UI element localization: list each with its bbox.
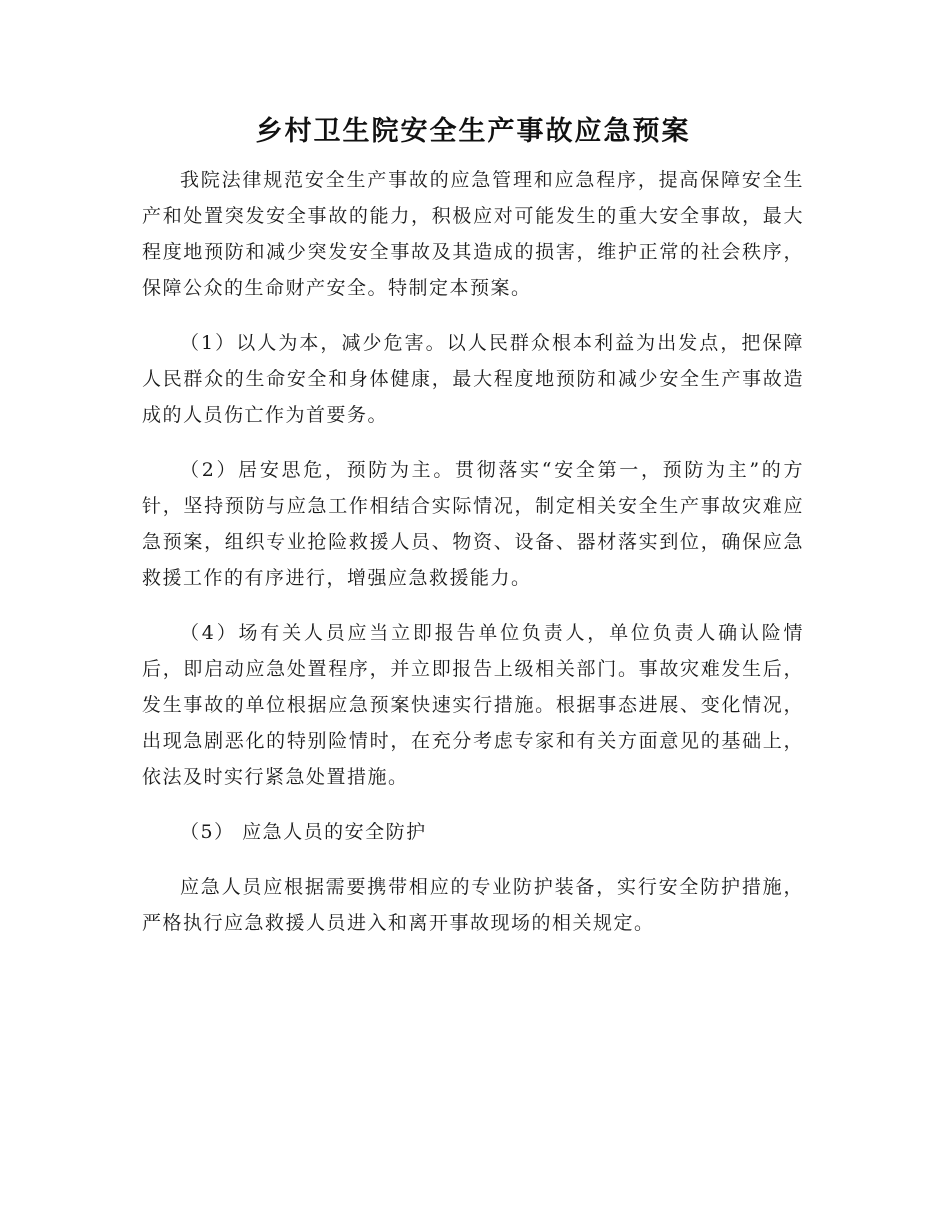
section-5-heading: （5） 应急人员的安全防护	[180, 821, 427, 843]
principle-4-paragraph: （4）场有关人员应当立即报告单位负责人，单位负责人确认险情后，即启动应急处置程序，并立即报告上级相关部门。事故灾难发生后，发生事故的单位根据应急预案快速实行措施。根据事态进展、变化情况，出现急剧恶化的特别险情时，在充分考虑专家和有关方面意见的基础上，依法及时实行紧急处置措施。	[142, 622, 804, 788]
principle-1-paragraph: （1）以人为本，减少危害。以人民群众根本利益为出发点，把保障人民群众的生命安全和身体健康，最大程度地预防和减少安全生产事故造成的人员伤亡作为首要务。	[142, 332, 804, 426]
document-body	[142, 112, 804, 960]
intro-paragraph: 我院法律规范安全生产事故的应急管理和应急程序，提高保障安全生产和处置突发安全事故的能力，积极应对可能发生的重大安全事故，最大程度地预防和减少突发安全事故及其造成的损害，维护正常的社会秩序，保障公众的生命财产安全。特制定本预案。	[142, 169, 804, 299]
protection-paragraph: 应急人员应根据需要携带相应的专业防护装备，实行安全防护措施，严格执行应急救援人员进入和离开事故现场的相关规定。	[142, 876, 804, 934]
principle-2-paragraph: （2）居安思危，预防为主。贯彻落实“安全第一，预防为主”的方针，坚持预防与应急工作相结合实际情况，制定相关安全生产事故灾难应急预案，组织专业抢险救援人员、物资、设备、器材落实到位，确保应急救援工作的有序进行，增强应急救援能力。	[142, 459, 804, 589]
document-title: 乡村卫生院安全生产事故应急预案	[255, 116, 691, 147]
